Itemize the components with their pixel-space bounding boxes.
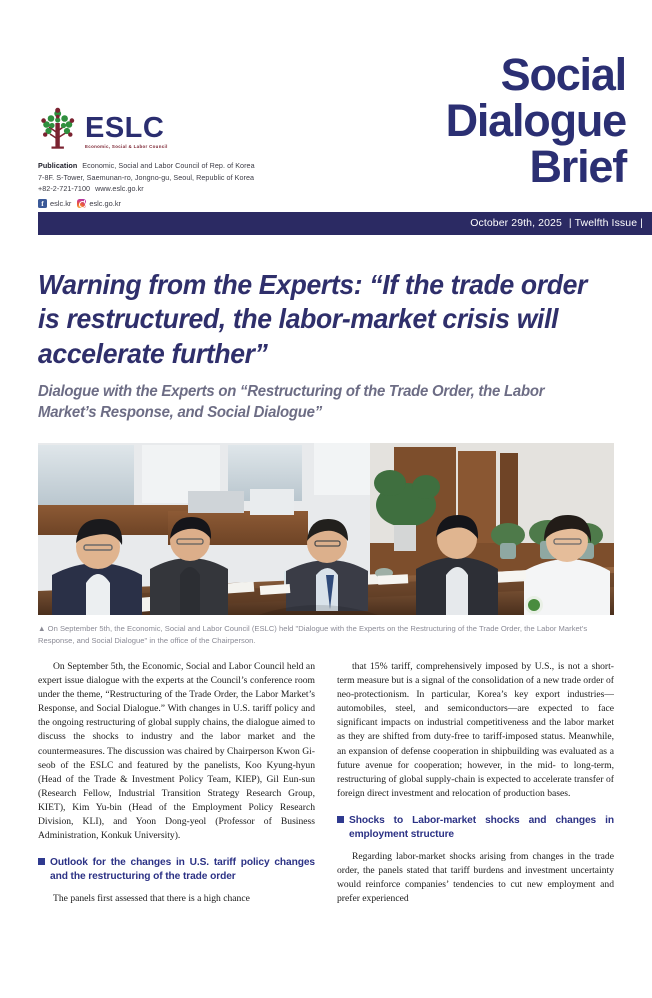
- facebook-icon: f: [38, 199, 47, 208]
- article-subheadline: Dialogue with the Experts on “Restructuring of the Trade Order, the Labor Market’s Response, and Social Dialogue”: [38, 383, 545, 422]
- band-bar: [38, 212, 652, 235]
- article-headline: Warning from the Experts: “If the trade order is restructured, the labor-market crisis will accelerate further”: [38, 269, 588, 369]
- publication-website[interactable]: www.eslc.go.kr: [95, 184, 144, 194]
- column-right: [337, 660, 614, 990]
- issue-date: October 29th, 2025: [470, 217, 562, 229]
- article-photo: [38, 443, 614, 615]
- page-title: [445, 49, 626, 192]
- column-left: [38, 660, 315, 990]
- facebook-handle: eslc.kr: [50, 198, 72, 208]
- masthead: [0, 0, 652, 212]
- logo-tagline: Economic, Social & Labor Council: [85, 144, 168, 149]
- tree-logo-icon: [38, 107, 78, 149]
- title-line-3: Brief: [529, 140, 626, 192]
- logo: [38, 105, 328, 149]
- section-heading-text: Shocks to Labor-market shocks and changes in employment structure: [349, 814, 614, 841]
- section-heading-text: Outlook for the changes in U.S. tariff policy changes and the restructuring of the trade order: [50, 856, 315, 883]
- publication-info: [38, 160, 328, 195]
- paragraph: Regarding labor-market shocks arising from changes in the trade order, the panels stated that tariff burdens and investment uncertainty would reinforce companies’ tendencies to cut new employment and prefer experienced: [337, 850, 614, 904]
- publication-phone: +82-2-721-7100: [38, 184, 91, 194]
- logo-wordmark: ESLC: [85, 111, 165, 144]
- title-line-2: Dialogue: [445, 94, 626, 146]
- photo-caption: ▲ On September 5th, the Economic, Social and Labor Council (ESLC) held "Dialogue with the Experts on the Restructuring of the Trade Order, the Labor Market's Response, and Social Dialogue" in the office of the Chairperson.: [38, 623, 588, 645]
- section-heading-right: [337, 814, 614, 843]
- publication-label: Publication: [38, 161, 78, 170]
- square-bullet-icon: [337, 816, 344, 823]
- publication-address: 7-8F. S-Tower, Saemunan-ro, Jongno-gu, Seoul, Republic of Korea: [38, 172, 255, 182]
- section-heading-left: [38, 856, 315, 885]
- issue-number: | Twelfth Issue |: [568, 217, 643, 229]
- title-line-1: Social: [500, 49, 626, 100]
- paragraph: On September 5th, the Economic, Social and Labor Council held an expert issue dialogue with the experts at the Council’s conference room under the theme, “Restructuring of the Trade Order, the Labor Market’s Response, and Social Dialogue.” With changes in U.S. tariff policy and the ongoing restructuring of global supply chains, the dialogue aimed to discuss the shocks to industry and the labor market and the countermeasures. The discussion was chaired by Chairperson Kwon Gi-seob of the ESLC and featured by the panelists, Koo Kyung-hyun (Head of the Trade & Investment Policy Team, KIEP), Gil Eun-sun (Research Fellow, Industrial Transition Strategy Research Group, KIET), Kim Yu-bin (Head of the Employment Policy Research Division, KLI), and Yoon Dong-yeol (Professor of Business Administration, Konkuk University).: [38, 661, 315, 841]
- brand-block: [38, 105, 328, 217]
- issue-band: [0, 212, 652, 242]
- paragraph: The panels first assessed that there is a high chance: [53, 892, 250, 904]
- article-body: [38, 660, 614, 990]
- instagram-handle: eslc.go.kr: [89, 198, 121, 208]
- paragraph: that 15% tariff, comprehensively imposed by U.S., is not a short-term measure but is a signal of the consolidation of a new trade order of neo-protectionism. In particular, Korea’s key export industries—automobiles, steel, and semiconductors—are expected to face significant impacts on industrial competitiveness and the labor market as they are shifted from duty-free to tariff-imposed status. Meanwhile, an expansion of defense cooperation in shipbuilding was evaluated as a future avenue for cooperation; however, in the mid- to long-term, restructuring of global supply-chain is expected to accelerate transfer of foreign direct investment and relocation of production bases.: [337, 661, 614, 799]
- publication-org: Economic, Social and Labor Council of Rep. of Korea: [82, 161, 255, 170]
- square-bullet-icon: [38, 858, 45, 865]
- band-text: [470, 212, 643, 235]
